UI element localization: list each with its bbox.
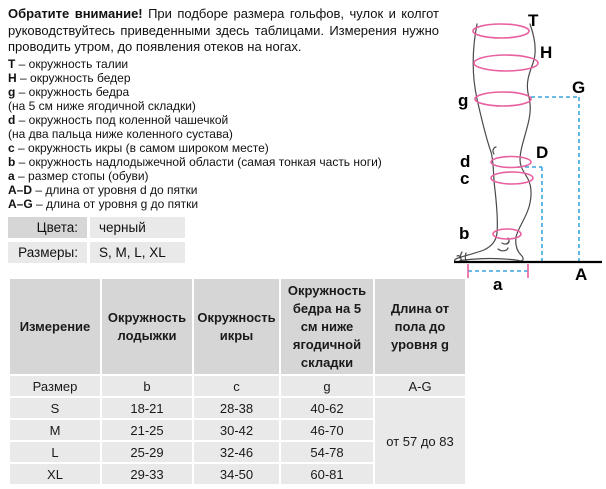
intro-bold: Обратите внимание! <box>8 6 143 21</box>
diagram-label-g: g <box>458 91 469 110</box>
diagram-label-H: H <box>540 43 553 62</box>
header-calf: Окружность икры <box>194 279 279 374</box>
intro-line-3: проводить утром, до появления отеков на ногах. <box>8 39 302 54</box>
table-row <box>10 398 465 418</box>
row-M-c: 30-42 <box>194 420 279 440</box>
size-table <box>8 277 467 486</box>
definition-d: d – окружность под коленной чашечкой <box>8 113 229 127</box>
row-L-b: 25-29 <box>102 442 192 462</box>
definition-d-note: (на два пальца ниже коленного сустава) <box>8 127 233 141</box>
definition-c: c – окружность икры (в самом широком месте) <box>8 141 269 155</box>
measurement-definitions <box>8 57 448 211</box>
length-merged-cell: от 57 до 83 <box>375 398 465 484</box>
definition-AD: A–D – длина от уровня d до пятки <box>8 183 198 197</box>
header-measure: Измерение <box>10 279 100 374</box>
leg-measurement-diagram-icon <box>440 0 606 292</box>
diagram-label-G: G <box>572 78 586 97</box>
diagram-label-c: c <box>460 169 470 188</box>
diagram-label-b: b <box>459 224 470 243</box>
dashed-measure-lines-icon <box>468 97 579 271</box>
colors-row <box>8 217 185 238</box>
diagram-label-D: D <box>536 143 549 162</box>
row-XL-g: 60-81 <box>281 464 373 484</box>
circumference-ellipses-icon <box>468 24 538 278</box>
definition-a: a – размер стопы (обуви) <box>8 169 149 183</box>
calf-ellipse-icon <box>491 172 533 184</box>
hip-ellipse-icon <box>474 55 538 71</box>
intro-line-2: руководствуйтесь приведенными здесь таблицами. Измерения нужно <box>8 22 439 38</box>
row-M-g: 46-70 <box>281 420 373 440</box>
intro-line-1 <box>8 6 439 23</box>
definition-T: T – окружность талии <box>8 57 129 71</box>
row-S-b: 18-21 <box>102 398 192 418</box>
header-ankle: Окружность лодыжки <box>102 279 192 374</box>
intro-paragraph <box>8 6 439 56</box>
subheader-AG: A-G <box>375 376 465 396</box>
colors-label: Цвета: <box>8 217 87 238</box>
subheader-b: b <box>102 376 192 396</box>
diagram-label-T: T <box>528 11 539 30</box>
size-table-subheader-row <box>10 376 465 396</box>
row-S-size: S <box>10 398 100 418</box>
diagram-label-a: a <box>493 275 503 292</box>
diagram-label-A: A <box>575 265 588 284</box>
row-S-c: 28-38 <box>194 398 279 418</box>
header-thigh: Окружность бедра на 5 см ниже ягодичной складки <box>281 279 373 374</box>
row-L-c: 32-46 <box>194 442 279 462</box>
row-L-size: L <box>10 442 100 462</box>
definition-AG: A–G – длина от уровня g до пятки <box>8 197 199 211</box>
row-XL-c: 34-50 <box>194 464 279 484</box>
diagram-label-d: d <box>460 152 471 171</box>
row-L-g: 54-78 <box>281 442 373 462</box>
sizes-label: Размеры: <box>8 242 87 263</box>
definition-g: g – окружность бедра <box>8 85 130 99</box>
thigh-ellipse-icon <box>475 92 531 106</box>
colors-value: черный <box>90 217 185 238</box>
subheader-size: Размер <box>10 376 100 396</box>
intro-line1-rest: При подборе размера гольфов, чулок и колгот <box>148 6 439 21</box>
row-XL-size: XL <box>10 464 100 484</box>
definition-H: H – окружность бедер <box>8 71 131 85</box>
definition-b: b – окружность надлодыжечной области (самая тонкая часть ноги) <box>8 155 382 169</box>
subheader-g: g <box>281 376 373 396</box>
below-knee-ellipse-icon <box>491 157 531 168</box>
waist-ellipse-icon <box>473 24 529 38</box>
size-table-header-row <box>10 279 465 374</box>
row-XL-b: 29-33 <box>102 464 192 484</box>
sizes-value: S, M, L, XL <box>90 242 185 263</box>
definition-g-note: (на 5 см ниже ягодичной складки) <box>8 99 196 113</box>
row-M-size: M <box>10 420 100 440</box>
row-S-g: 40-62 <box>281 398 373 418</box>
subheader-c: c <box>194 376 279 396</box>
header-length: Длина от пола до уровня g <box>375 279 465 374</box>
sizes-row <box>8 242 185 263</box>
row-M-b: 21-25 <box>102 420 192 440</box>
